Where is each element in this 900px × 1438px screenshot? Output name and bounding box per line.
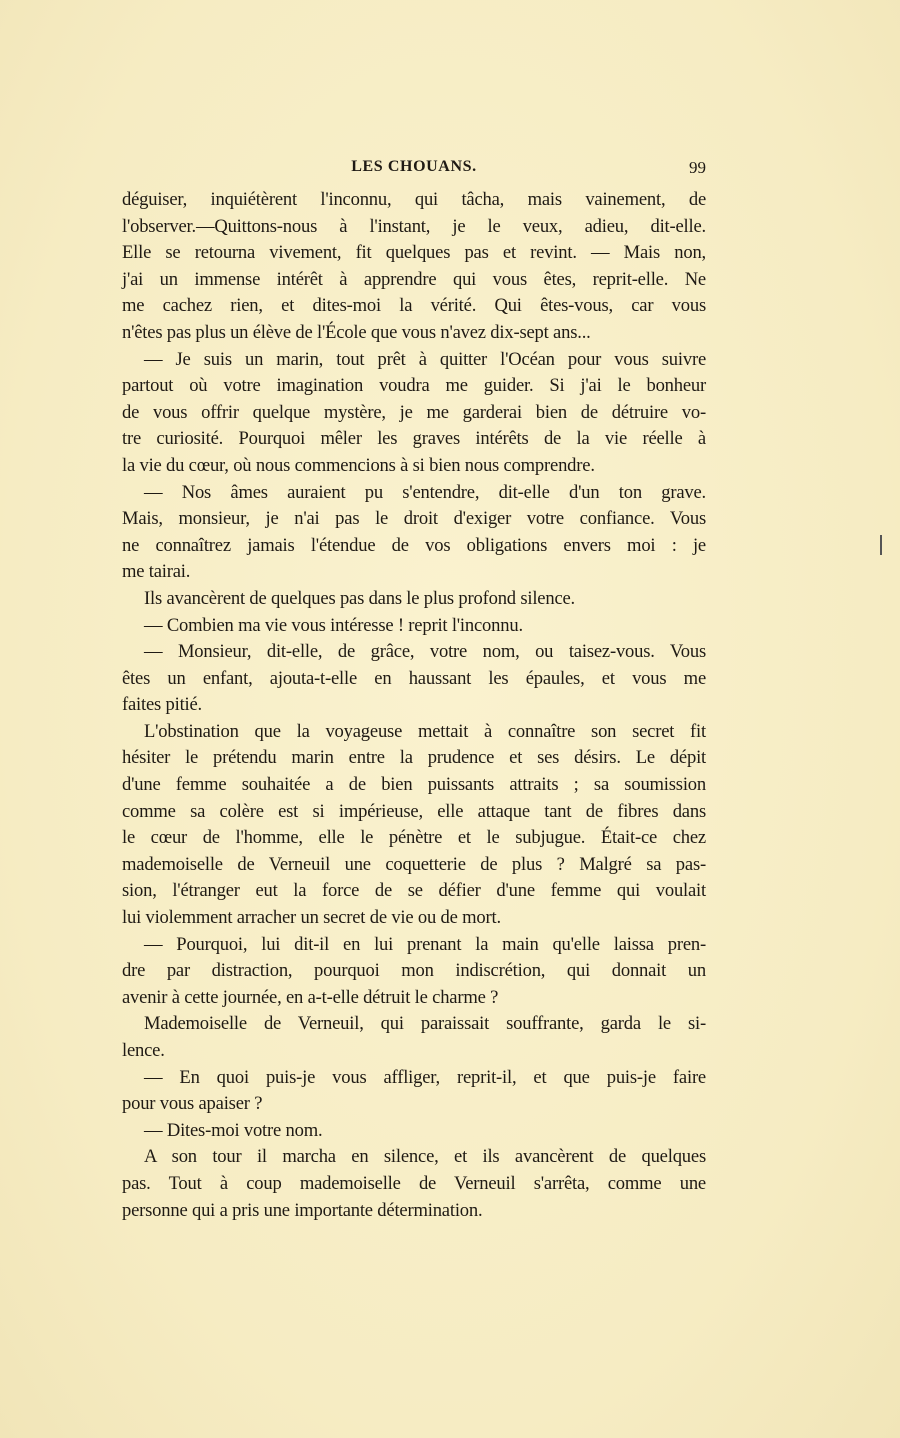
paragraph [122, 586, 706, 613]
text-line: sion, l'étranger eut la force de se défier d'une femme qui voulait [122, 880, 706, 902]
paragraph [122, 1144, 706, 1224]
text-line: dre par distraction, pourquoi mon indiscrétion, qui donnait un [122, 960, 706, 982]
paragraph [122, 1011, 706, 1064]
text-line: L'obstination que la voyageuse mettait à connaître son secret fit [144, 720, 706, 742]
text-line: tre curiosité. Pourquoi mêler les graves intérêts de la vie réelle à [122, 428, 706, 450]
text-line: Mais, monsieur, je n'ai pas le droit d'exiger votre confiance. Vous [122, 508, 706, 530]
text-line: hésiter le prétendu marin entre la prudence et ses désirs. Le dépit [122, 747, 706, 769]
text-line: — Dites-moi votre nom. [144, 1119, 323, 1141]
margin-mark [880, 535, 882, 555]
text-line: lui violemment arracher un secret de vie ou de mort. [122, 907, 501, 929]
paragraph [122, 932, 706, 1012]
text-line: l'observer.—Quittons-nous à l'instant, je le veux, adieu, dit-elle. [122, 215, 706, 237]
text-line: — En quoi puis-je vous affliger, reprit-il, et que puis-je faire [144, 1066, 706, 1088]
running-title: LES CHOUANS. [351, 158, 477, 175]
text-line: êtes un enfant, ajouta-t-elle en haussant les épaules, et vous me [122, 667, 706, 689]
text-line: partout où votre imagination voudra me guider. Si j'ai le bonheur [122, 375, 706, 397]
text-line: personne qui a pris une importante détermination. [122, 1199, 483, 1221]
paragraph [122, 719, 706, 932]
paragraph [122, 639, 706, 719]
text-line: j'ai un immense intérêt à apprendre qui vous êtes, reprit-elle. Ne [122, 268, 706, 290]
paragraph [122, 187, 706, 347]
page-header [122, 158, 706, 182]
text-line: de vous offrir quelque mystère, je me garderai bien de détruire vo- [122, 401, 706, 423]
paragraph [122, 613, 706, 640]
page-number: 99 [689, 158, 706, 177]
paragraph [122, 480, 706, 586]
text-line: ne connaîtrez jamais l'étendue de vos obligations envers moi : je [122, 534, 706, 556]
body-text [122, 187, 706, 1224]
text-line: comme sa colère est si impérieuse, elle attaque tant de fibres dans [122, 800, 706, 822]
text-line: le cœur de l'homme, elle le pénètre et le subjugue. Était-ce chez [122, 827, 706, 849]
paragraph [122, 1118, 706, 1145]
text-line: me cachez rien, et dites-moi la vérité. Qui êtes-vous, car vous [122, 295, 706, 317]
text-line: avenir à cette journée, en a-t-elle détruit le charme ? [122, 986, 499, 1008]
text-line: déguiser, inquiétèrent l'inconnu, qui tâcha, mais vainement, de [122, 189, 706, 210]
text-line: Ils avancèrent de quelques pas dans le plus profond silence. [144, 587, 576, 609]
text-line: faites pitié. [122, 694, 203, 716]
text-line: — Monsieur, dit-elle, de grâce, votre nom, ou taisez-vous. Vous [144, 641, 706, 663]
text-line: Elle se retourna vivement, fit quelques pas et revint. — Mais non, [122, 242, 706, 264]
text-line: pas. Tout à coup mademoiselle de Verneuil s'arrêta, comme une [122, 1172, 706, 1194]
text-line: mademoiselle de Verneuil une coquetterie de plus ? Malgré sa pas- [122, 853, 706, 875]
text-line: lence. [122, 1040, 165, 1061]
text-line: d'une femme souhaitée a de bien puissants attraits ; sa soumission [122, 774, 706, 796]
text-line: — Je suis un marin, tout prêt à quitter l'Océan pour vous suivre [144, 348, 706, 370]
text-line: — Pourquoi, lui dit-il en lui prenant la main qu'elle laissa pren- [144, 933, 706, 955]
text-line: pour vous apaiser ? [122, 1093, 263, 1115]
paragraph [122, 347, 706, 480]
text-line: la vie du cœur, où nous commencions à si bien nous comprendre. [122, 454, 595, 476]
text-line: — Combien ma vie vous intéresse ! reprit l'inconnu. [144, 614, 523, 636]
text-line: Mademoiselle de Verneuil, qui paraissait souffrante, garda le si- [144, 1013, 706, 1035]
paragraph [122, 1065, 706, 1118]
text-line: — Nos âmes auraient pu s'entendre, dit-elle d'un ton grave. [144, 481, 706, 503]
text-line: n'êtes pas plus un élève de l'École que vous n'avez dix-sept ans... [122, 321, 591, 343]
text-line: A son tour il marcha en silence, et ils avancèrent de quelques [144, 1146, 706, 1168]
text-line: me tairai. [122, 561, 191, 583]
